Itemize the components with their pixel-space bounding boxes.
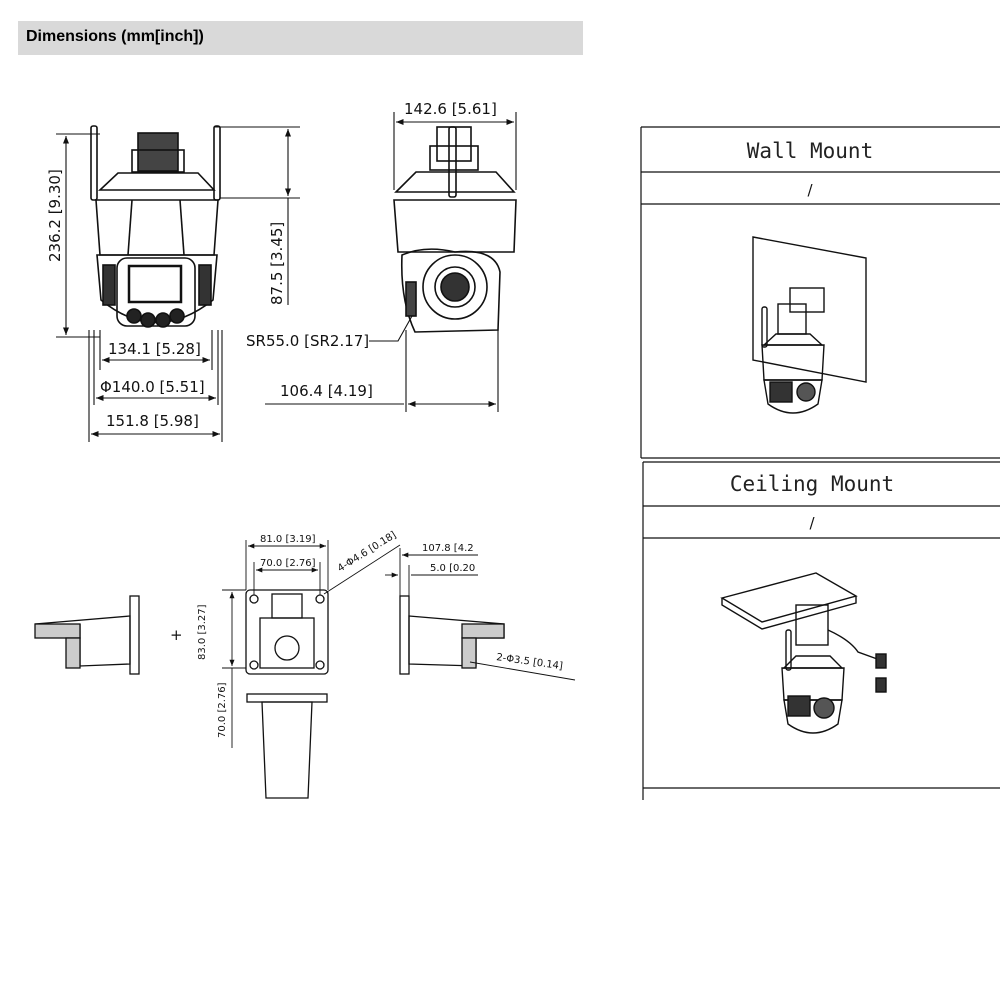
plate-width-label: 81.0 [3.19] <box>260 534 316 545</box>
height-upper-label: 87.5 [3.45] <box>268 221 286 305</box>
mount-table-wall <box>641 127 1000 458</box>
plus-sign: + <box>170 626 183 644</box>
arm-length-label: 70.0 [2.76] <box>217 682 228 738</box>
front-view-camera-drawing <box>91 126 220 327</box>
diameter-140-label: Φ140.0 [5.51] <box>100 378 205 396</box>
wall-mount-title: Wall Mount <box>746 139 874 163</box>
holes-label: 4-Φ4.6 [0.18] <box>335 529 399 575</box>
side-holes-label: 2-Φ3.5 [0.14] <box>495 652 564 673</box>
wall-mount-value: / <box>807 181 813 199</box>
section-title: Dimensions (mm[inch]) <box>26 28 204 45</box>
bracket-front-drawing <box>246 590 328 798</box>
width-151-label: 151.8 [5.98] <box>106 412 199 430</box>
hole-spacing-label: 70.0 [2.76] <box>260 558 316 569</box>
mount-table-ceiling <box>643 462 1000 800</box>
width-134-label: 134.1 [5.28] <box>108 340 201 358</box>
bracket-side-left-drawing <box>35 596 139 674</box>
plate-height-label: 83.0 [3.27] <box>197 604 208 660</box>
ceiling-mount-illustration <box>722 573 886 733</box>
height-total-label: 236.2 [9.30] <box>46 169 64 262</box>
depth-label: 106.4 [4.19] <box>280 382 373 400</box>
side-thickness-label: 5.0 [0.20 <box>430 563 476 574</box>
side-depth-label: 107.8 [4.2 <box>422 543 474 554</box>
side-view-camera-drawing <box>394 127 516 332</box>
ceiling-mount-value: / <box>809 514 815 532</box>
radius-label: SR55.0 [SR2.17] <box>246 332 370 350</box>
bracket-side-right-drawing <box>400 596 504 674</box>
side-width-label: 142.6 [5.61] <box>404 100 497 118</box>
wall-mount-illustration <box>753 237 866 413</box>
ceiling-mount-title: Ceiling Mount <box>729 472 895 496</box>
